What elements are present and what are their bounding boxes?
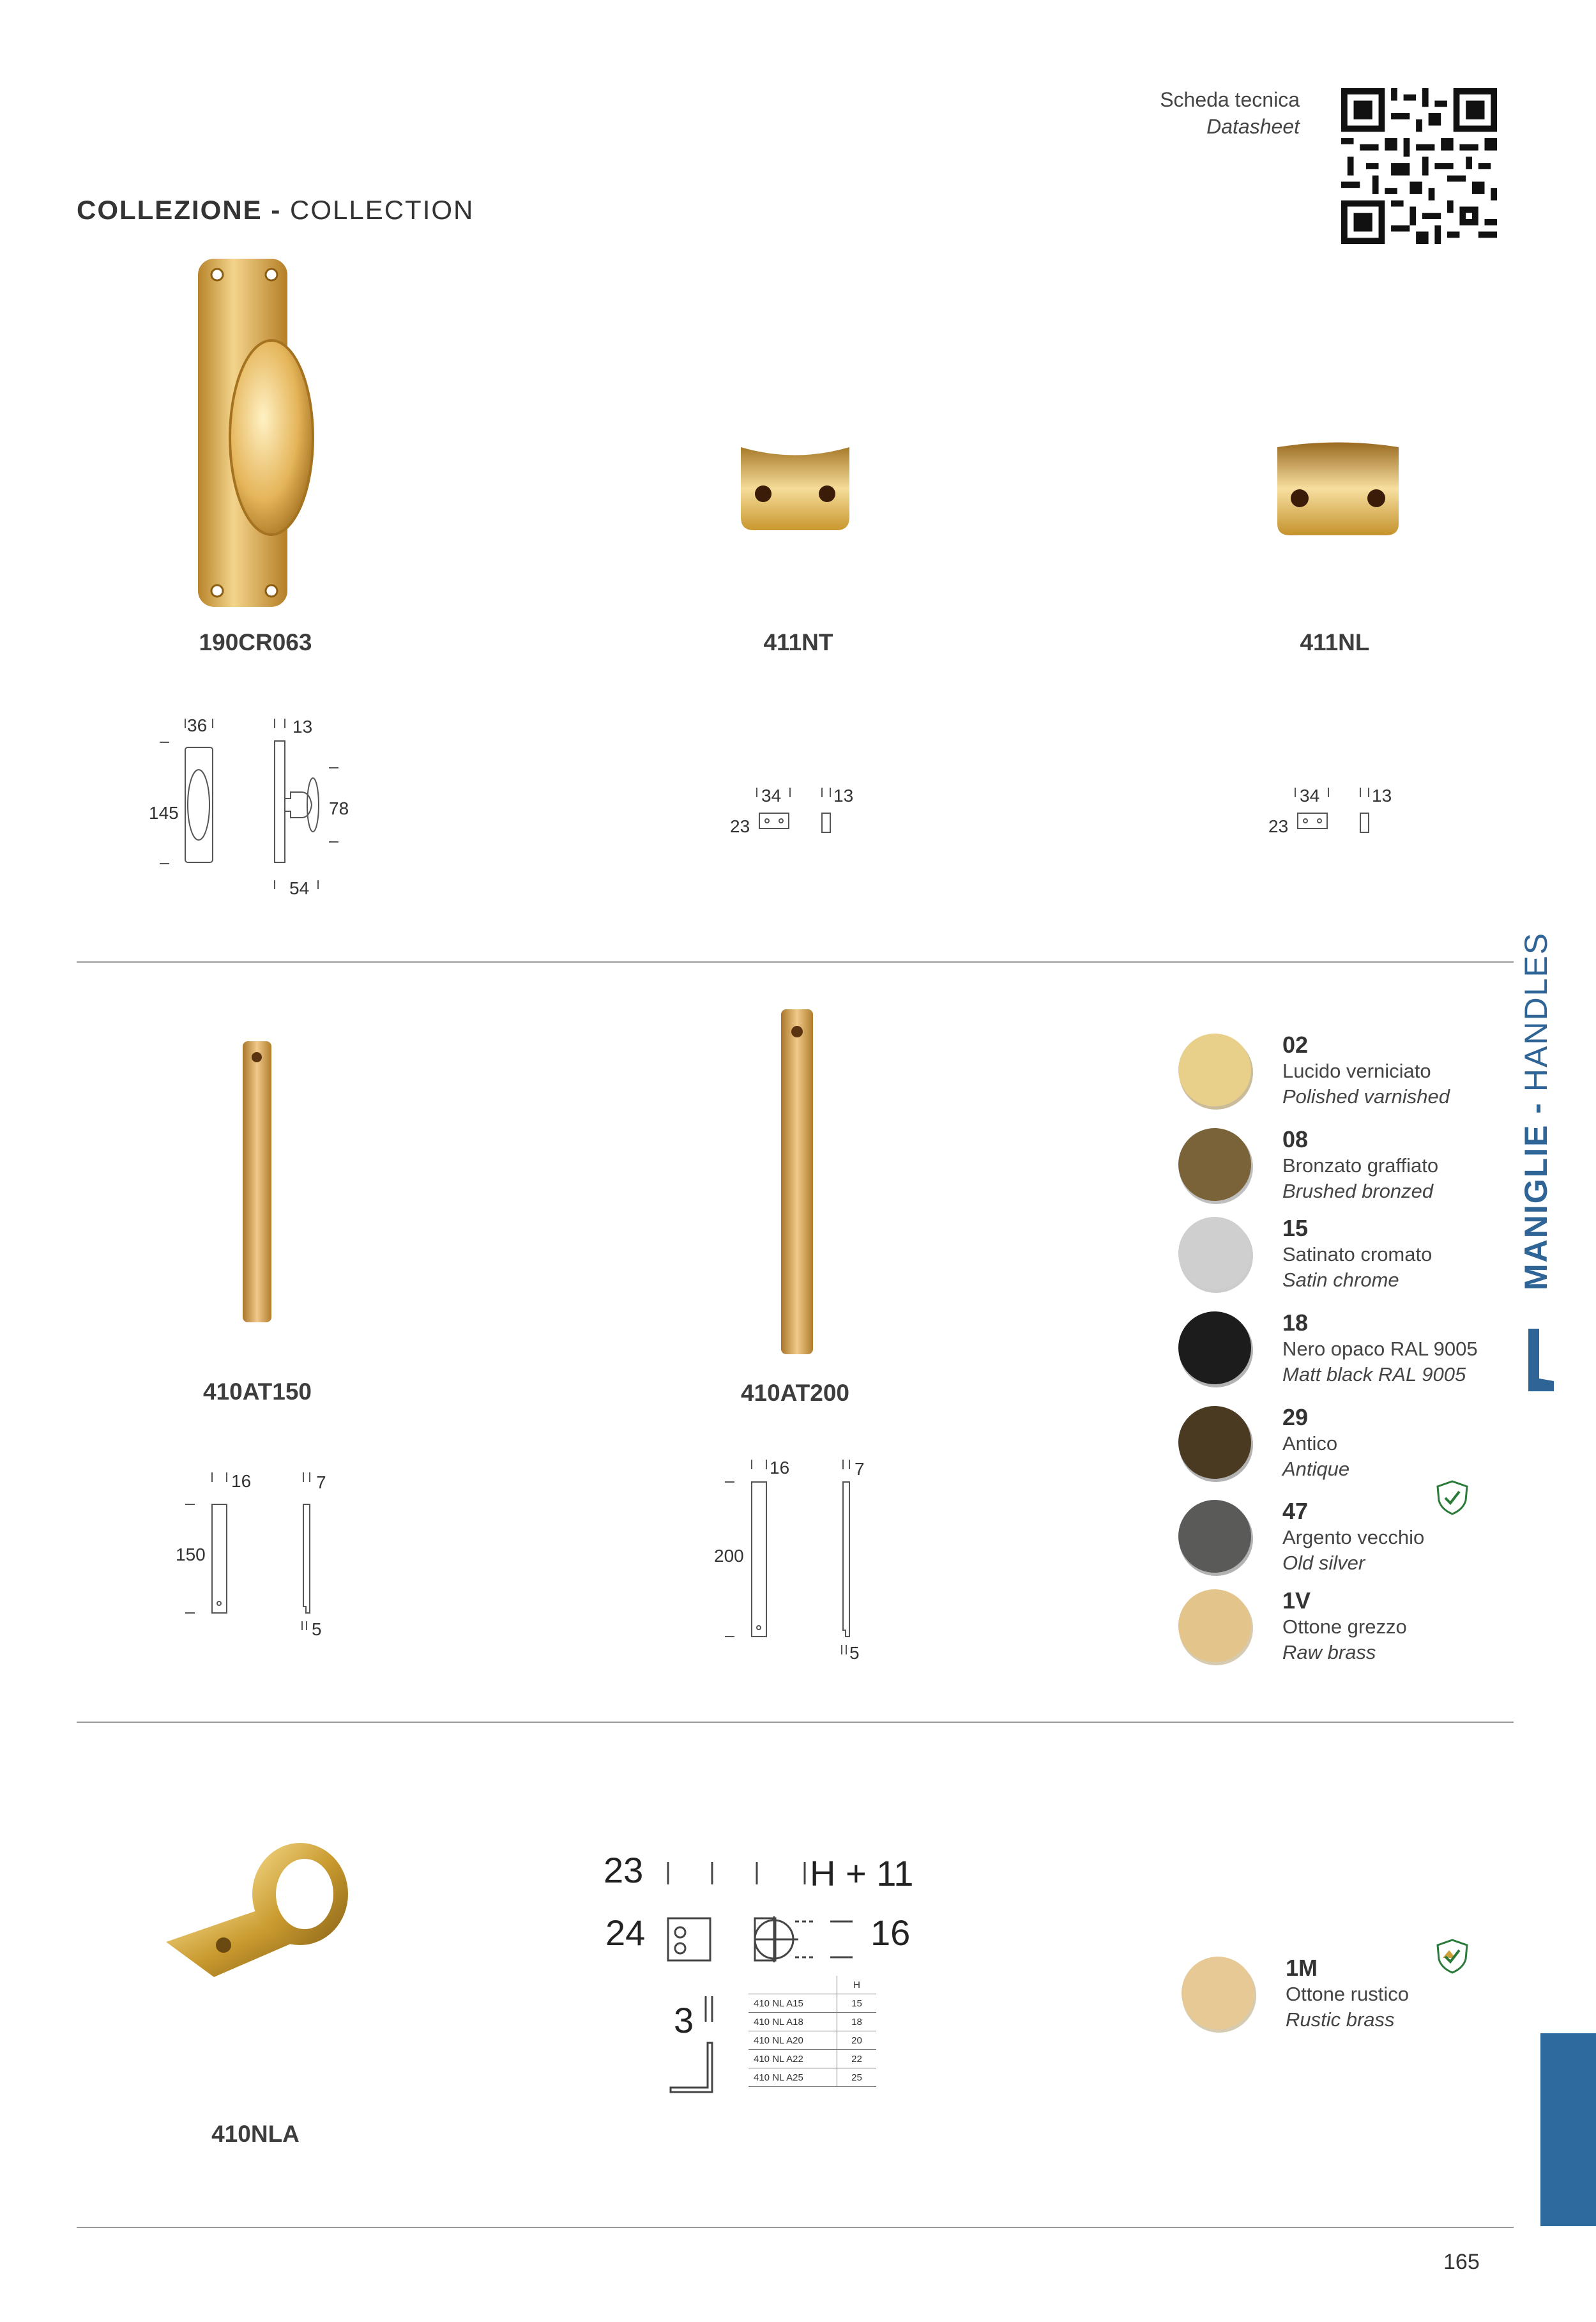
divider [77,961,1514,963]
product-image-410AT200 [778,1009,816,1354]
shield-badge-icon [1434,1479,1471,1516]
datasheet-it: Scheda tecnica [1160,88,1300,111]
finish-name-en: Antique [1282,1458,1350,1480]
collection-title-it: COLLEZIONE - [77,195,282,225]
table-row [749,2013,876,2031]
table-row [749,1976,876,1994]
finish-swatch [1175,1404,1257,1486]
divider [77,2227,1514,2228]
finish-name-it: Ottone grezzo [1282,1615,1407,1638]
finish-name-en: Satin chrome [1282,1269,1399,1291]
datasheet-en: Datasheet [1206,115,1300,138]
section-tab-it: MANIGLIE - [1518,1102,1554,1290]
finish-name-it: Ottone rustico [1286,1983,1409,2005]
dim-width: 34 [1300,786,1320,806]
dim-height: 23 [1268,816,1289,836]
finish-name-it: Antico [1282,1432,1338,1455]
finish-name-en: Matt black RAL 9005 [1282,1363,1466,1386]
datasheet-label [1160,86,1300,140]
table-row [749,2068,876,2087]
finish-code: 29 [1282,1404,1309,1430]
dim-height: 23 [730,816,750,836]
product-code-411NL: 411NL [1300,629,1370,655]
dim-height-formula: H + 11 [810,1853,914,1893]
table-cell: 22 [837,2050,877,2068]
table-cell: 18 [837,2013,877,2031]
table-cell: 410 NL A18 [749,2013,837,2031]
table-cell: 410 NL A22 [749,2050,837,2068]
dim-width: 16 [770,1458,790,1478]
finish-swatch [1175,1587,1257,1669]
product-image-410NLA [163,1840,354,1993]
finish-swatch [1175,1498,1257,1580]
finish-swatch [1178,1955,1260,2036]
finish-name-it: Satinato cromato [1282,1243,1433,1265]
table-cell: 410 NL A20 [749,2031,837,2050]
finish-name-en: Polished varnished [1282,1085,1450,1108]
page-number: 165 [1443,2250,1480,2274]
finish-code: 1V [1282,1587,1311,1614]
product-code-410NLA: 410NLA [211,2121,300,2147]
finish-code: 18 [1282,1310,1309,1336]
collection-title [77,195,474,225]
product-code-410AT200: 410AT200 [740,1380,850,1406]
finish-name-it: Nero opaco RAL 9005 [1282,1338,1478,1360]
table-row [749,1994,876,2013]
drawing-410AT150 [179,1469,332,1648]
finish-name-it: Bronzato graffiato [1282,1154,1439,1177]
finish-name-en: Rustic brass [1286,2008,1395,2031]
finish-swatch [1175,1215,1257,1297]
product-image-190CR063 [192,259,319,607]
finish-name-it: Argento vecchio [1282,1526,1425,1548]
dim-depth: 13 [293,717,313,737]
drawing-411NL [1286,784,1381,836]
finish-code: 02 [1282,1032,1309,1058]
dim-height: 150 [176,1545,206,1564]
finish-swatch [1175,1310,1257,1391]
drawing-411NT [747,784,843,836]
finish-code: 1M [1286,1955,1318,1981]
dim-depth: 7 [855,1459,865,1479]
dim-depth: 13 [1372,786,1392,806]
drawing-410AT200 [718,1456,872,1670]
dim-knob-height: 78 [329,798,349,818]
dim-width: 34 [761,786,782,806]
dim-depth: 7 [316,1472,326,1492]
dim-projection: 54 [289,878,310,898]
finish-swatch [1175,1126,1257,1208]
table-header: H [837,1976,877,1994]
finish-swatch [1175,1032,1257,1113]
dim-depth: 24 [605,1913,646,1953]
dim-width: 16 [231,1471,252,1491]
shield-badge-icon [1434,1937,1471,1974]
dim-ring: 16 [870,1913,911,1953]
page-edge-marker [1540,2033,1596,2226]
table-row [749,2031,876,2050]
product-image-411NT [734,434,856,533]
finish-code: 47 [1282,1498,1309,1524]
table-cell: 20 [837,2031,877,2050]
dim-height: 200 [714,1546,744,1566]
finish-name-it: Lucido verniciato [1282,1060,1431,1082]
finish-code: 15 [1282,1215,1309,1241]
dim-width: 36 [187,715,208,735]
handle-icon [1525,1329,1557,1393]
product-code-190CR063: 190CR063 [199,629,312,655]
table-cell: 410 NL A15 [749,1994,837,2013]
product-code-410AT150: 410AT150 [202,1379,312,1405]
table-cell: 15 [837,1994,877,2013]
table-cell: 410 NL A25 [749,2068,837,2087]
table-row [749,2050,876,2068]
product-image-411NL [1271,434,1405,537]
qr-code-icon[interactable] [1341,88,1497,244]
divider [77,1722,1514,1723]
finish-code: 08 [1282,1126,1309,1152]
finish-name-en: Raw brass [1282,1641,1376,1663]
product-image-410AT150 [239,1041,275,1322]
finish-name-en: Old silver [1282,1552,1365,1574]
product-code-411NT: 411NT [763,629,833,655]
dim-height: 145 [149,803,179,823]
section-tab [1517,932,1554,1290]
dim-depth: 13 [833,786,854,806]
finish-name-en: Brushed bronzed [1282,1180,1434,1202]
dim-thickness: 3 [674,2000,694,2040]
dim-width: 23 [604,1850,644,1890]
dim-thickness: 5 [312,1619,322,1639]
table-cell: 25 [837,2068,877,2087]
section-tab-en: HANDLES [1518,931,1554,1092]
collection-title-en: COLLECTION [290,195,475,225]
dim-thickness: 5 [849,1643,860,1663]
drawing-190CR063 [153,715,358,901]
size-table [749,1976,876,2087]
